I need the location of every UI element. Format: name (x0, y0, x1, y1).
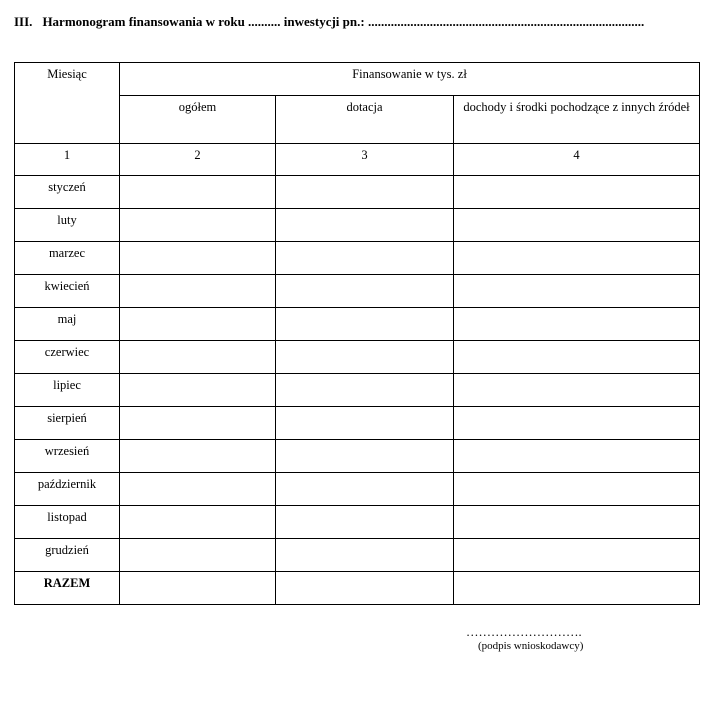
other-sources-cell[interactable] (454, 407, 700, 440)
other-sources-column-header: dochody i środki pochodzące z innych źródeł (454, 96, 700, 144)
month-label: listopad (15, 506, 120, 539)
table-row (15, 572, 700, 605)
header-row (15, 63, 700, 96)
section-heading (14, 14, 714, 30)
other-sources-cell[interactable] (454, 473, 700, 506)
month-label: grudzień (15, 539, 120, 572)
subsidy-cell[interactable] (276, 209, 454, 242)
subsidy-cell[interactable] (276, 506, 454, 539)
month-label: kwiecień (15, 275, 120, 308)
total-cell[interactable] (120, 407, 276, 440)
other-sources-cell[interactable] (454, 275, 700, 308)
total-cell[interactable] (120, 308, 276, 341)
month-label: luty (15, 209, 120, 242)
month-label: RAZEM (15, 572, 120, 605)
subsidy-cell[interactable] (276, 308, 454, 341)
month-column-header: Miesiąc (15, 63, 120, 144)
other-sources-cell[interactable] (454, 209, 700, 242)
other-sources-cell[interactable] (454, 374, 700, 407)
month-label: sierpień (15, 407, 120, 440)
section-title: Harmonogram finansowania w roku .......... inwestycji pn.: ..................................................................................... (42, 14, 645, 29)
financing-schedule-table (14, 62, 700, 605)
month-label: październik (15, 473, 120, 506)
column-number: 2 (120, 144, 276, 176)
subsidy-cell[interactable] (276, 176, 454, 209)
total-cell[interactable] (120, 176, 276, 209)
other-sources-cell[interactable] (454, 506, 700, 539)
total-cell[interactable] (120, 275, 276, 308)
other-sources-cell[interactable] (454, 440, 700, 473)
total-column-header: ogółem (120, 96, 276, 144)
subsidy-cell[interactable] (276, 407, 454, 440)
total-cell[interactable] (120, 374, 276, 407)
subsidy-cell[interactable] (276, 341, 454, 374)
subsidy-cell[interactable] (276, 440, 454, 473)
total-cell[interactable] (120, 209, 276, 242)
table-row (15, 440, 700, 473)
financing-group-header: Finansowanie w tys. zł (120, 63, 700, 96)
total-cell[interactable] (120, 572, 276, 605)
other-sources-cell[interactable] (454, 242, 700, 275)
column-number: 4 (454, 144, 700, 176)
signature-line: ………………………. (466, 625, 582, 639)
month-label: wrzesień (15, 440, 120, 473)
table-row (15, 275, 700, 308)
other-sources-cell[interactable] (454, 539, 700, 572)
table-row (15, 242, 700, 275)
total-cell[interactable] (120, 539, 276, 572)
total-cell[interactable] (120, 440, 276, 473)
other-sources-cell[interactable] (454, 176, 700, 209)
other-sources-cell[interactable] (454, 308, 700, 341)
table-row (15, 506, 700, 539)
subsidy-column-header: dotacja (276, 96, 454, 144)
month-label: czerwiec (15, 341, 120, 374)
subsidy-cell[interactable] (276, 374, 454, 407)
month-label: maj (15, 308, 120, 341)
table-row (15, 176, 700, 209)
subsidy-cell[interactable] (276, 572, 454, 605)
column-number-row (15, 144, 700, 176)
total-cell[interactable] (120, 506, 276, 539)
subsidy-cell[interactable] (276, 473, 454, 506)
subsidy-cell[interactable] (276, 275, 454, 308)
column-number: 3 (276, 144, 454, 176)
other-sources-cell[interactable] (454, 572, 700, 605)
month-label: marzec (15, 242, 120, 275)
table-row (15, 374, 700, 407)
table-row (15, 341, 700, 374)
table-row (15, 407, 700, 440)
total-cell[interactable] (120, 341, 276, 374)
signature-label: (podpis wnioskodawcy) (478, 640, 584, 652)
column-number: 1 (15, 144, 120, 176)
subsidy-cell[interactable] (276, 539, 454, 572)
table-row (15, 209, 700, 242)
table-row (15, 473, 700, 506)
month-label: lipiec (15, 374, 120, 407)
month-label: styczeń (15, 176, 120, 209)
table-row (15, 308, 700, 341)
subsidy-cell[interactable] (276, 242, 454, 275)
total-cell[interactable] (120, 242, 276, 275)
other-sources-cell[interactable] (454, 341, 700, 374)
total-cell[interactable] (120, 473, 276, 506)
section-number: III. (14, 14, 33, 29)
table-row (15, 539, 700, 572)
